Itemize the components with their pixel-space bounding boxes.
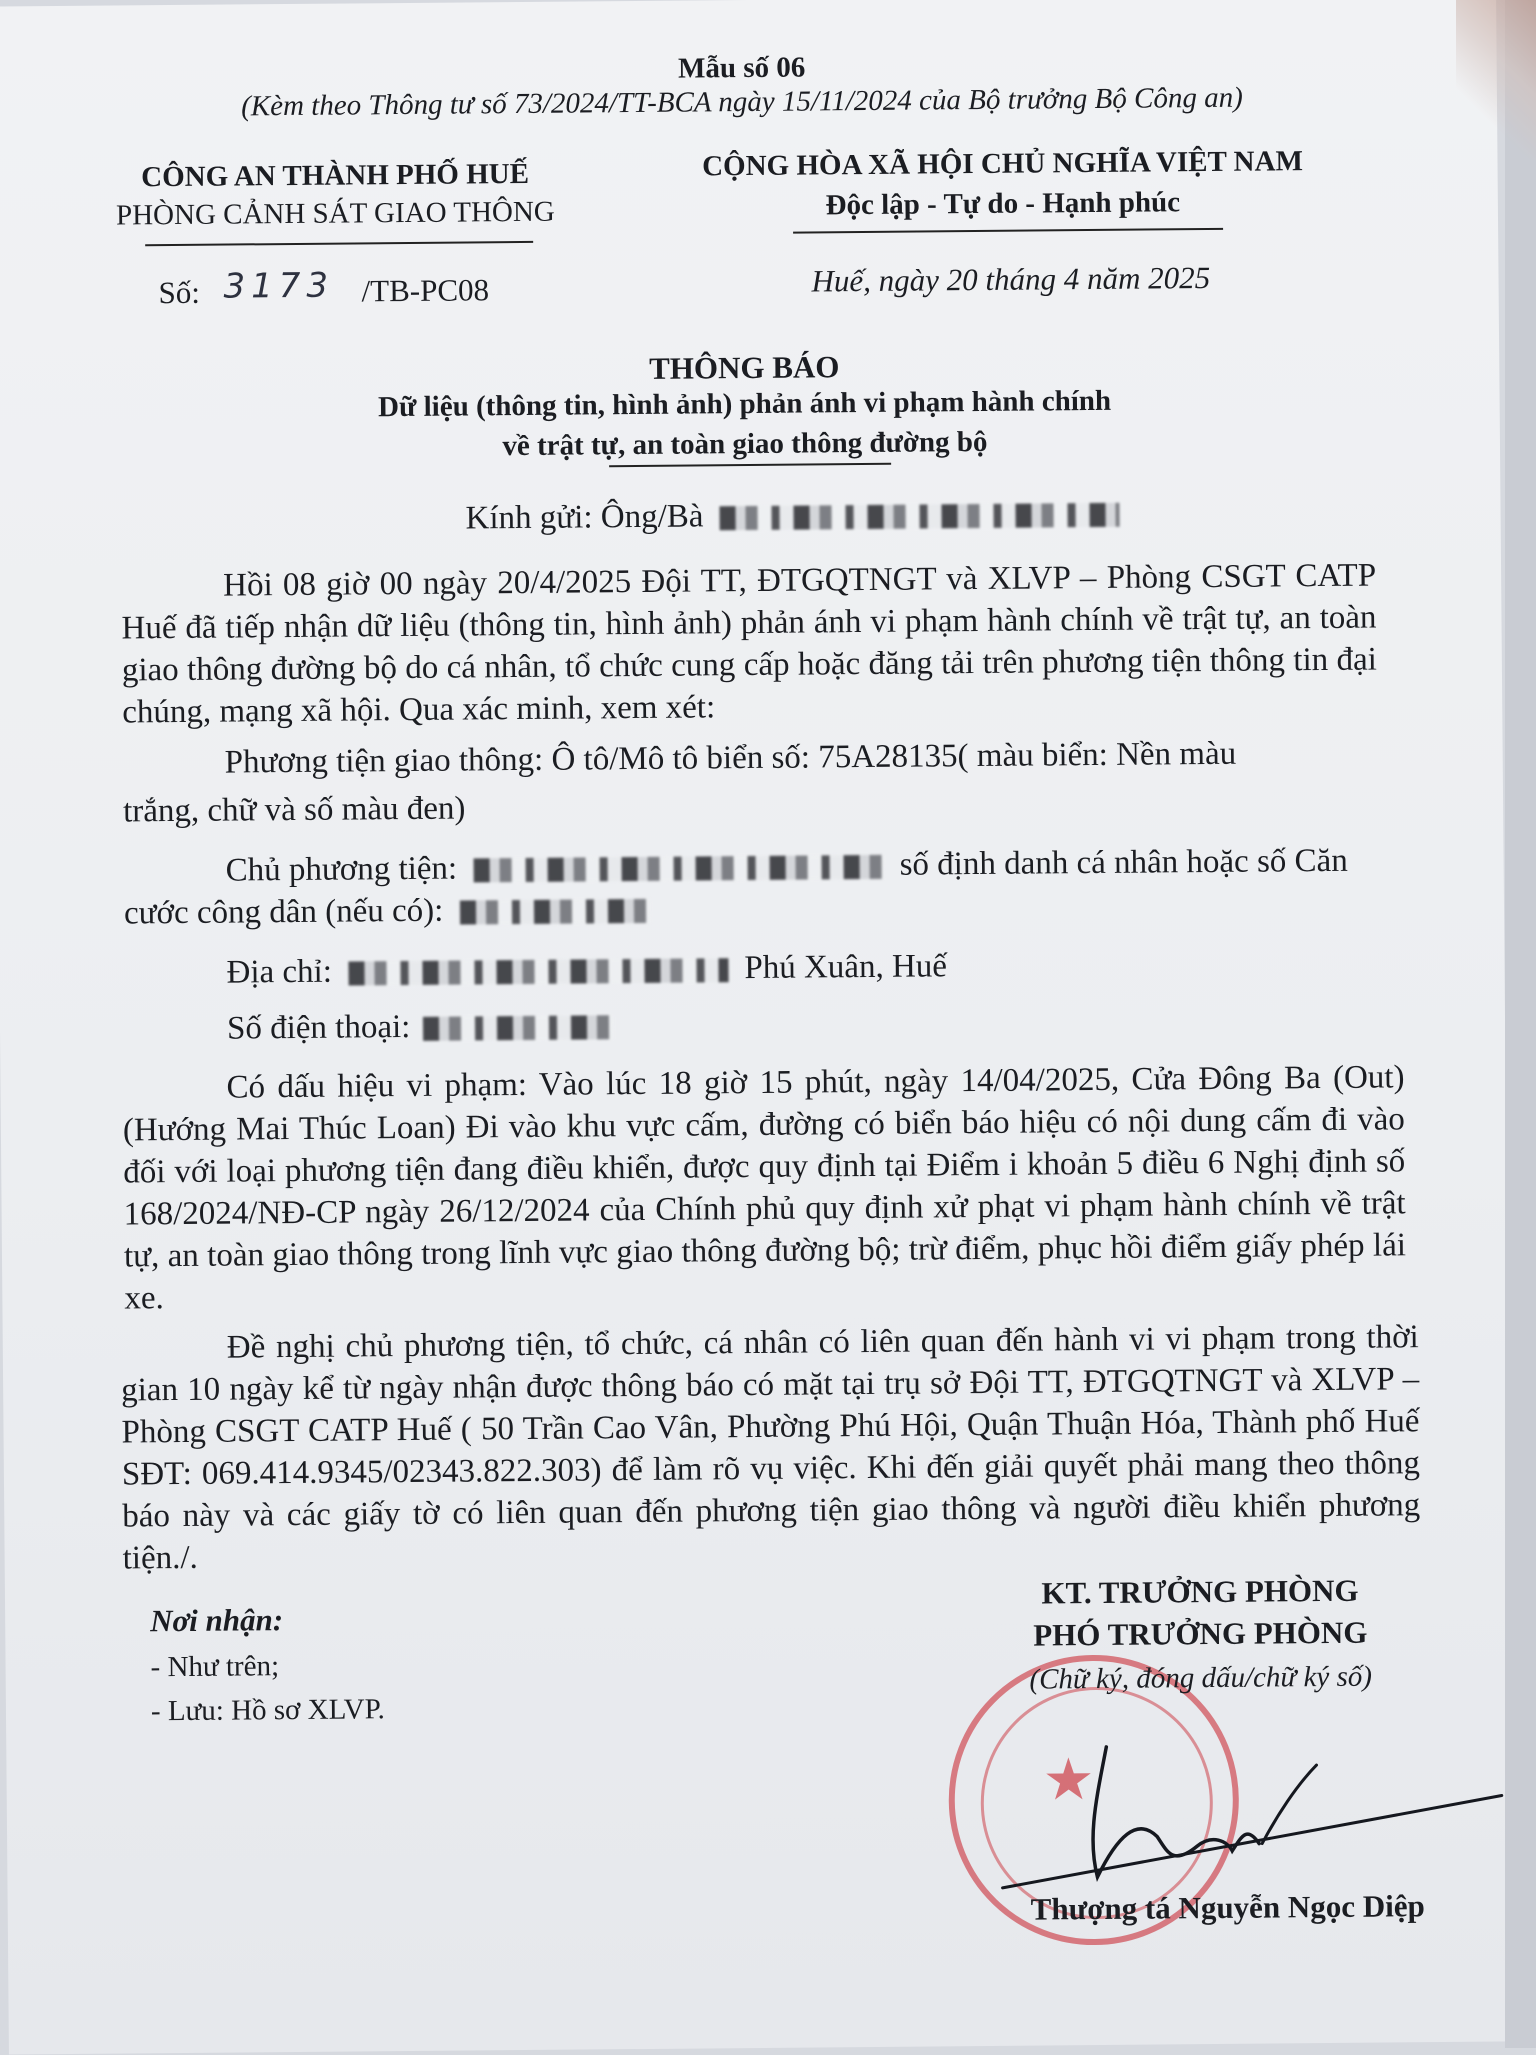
- signer-title-1: KT. TRƯỞNG PHÒNG: [1041, 1572, 1359, 1611]
- id-line: [124, 891, 650, 933]
- vehicle-line-2: trắng, chữ và số màu đen): [122, 790, 466, 830]
- motto-underline: [793, 228, 1223, 234]
- redacted-phone: [423, 1016, 613, 1042]
- address-label: Địa chỉ:: [226, 953, 333, 991]
- form-number: Mẫu số 06: [677, 51, 806, 85]
- recipient-item-1: - Như trên;: [150, 1650, 280, 1684]
- doc-number-label: Số:: [158, 274, 201, 311]
- doc-number-suffix: /TB-PC08: [361, 272, 490, 309]
- nation-motto: Độc lập - Tự do - Hạnh phúc: [825, 186, 1181, 222]
- notice-subtitle-1: Dữ liệu (thông tin, hình ảnh) phản ánh vi phạm hành chính: [377, 384, 1112, 424]
- address-line: [226, 948, 947, 991]
- violation-paragraph: Có dấu hiệu vi phạm: Vào lúc 18 giờ 15 phút, ngày 14/04/2025, Cửa Đông Ba (Out) (Hướng Mai Thúc Loan) Đi vào khu vực cấm, đường có biển báo hiệu có nội dung cấm đi vào đối với loại phương tiện đang điều khiển, được quy định tại Điểm i khoản 5 điều 6 Nghị định số 168/2024/NĐ-CP ngày 26/12/2024 của Chính phủ quy định xử phạt vi phạm hành chính về trật tự, an toàn giao thông trong lĩnh vực giao thông đường bộ; trừ điểm, phục hồi điểm giấy phép lái xe.: [122, 1059, 1407, 1317]
- vehicle-line-1: Phương tiện giao thông: Ô tô/Mô tô biển số: 75A28135( màu biển: Nền màu: [224, 735, 1237, 781]
- agency-name: CÔNG AN THÀNH PHỐ HUẾ: [141, 157, 530, 194]
- recipient-item-2: - Lưu: Hồ sơ XLVP.: [150, 1693, 385, 1728]
- redacted-recipient-name: [720, 503, 1120, 530]
- star-icon: ★: [1042, 1745, 1095, 1814]
- notice-title: THÔNG BÁO: [648, 349, 840, 386]
- attached-note: (Kèm theo Thông tư số 73/2024/TT-BCA ngày 15/11/2024 của Bộ trưởng Bộ Công an): [240, 81, 1243, 123]
- redacted-owner-name: [473, 855, 883, 883]
- address-suffix: Phú Xuân, Huế: [744, 948, 948, 987]
- place-date: Huế, ngày 20 tháng 4 năm 2025: [811, 259, 1211, 299]
- request-paragraph: Đề nghị chủ phương tiện, tổ chức, cá nhân có liên quan đến hành vi vi phạm trong thời gian 10 ngày kể từ ngày nhận được thông báo có mặt tại trụ sở Đội TT, ĐTGQTNGT và XLVP – Phòng CSGT CATP Huế ( 50 Trần Cao Vân, Phường Phú Hội, Quận Thuận Hóa, Thành phố Huế SĐT: 069.414.9345/02343.822.303) để làm rõ vụ việc. Khi đến giải quyết phải mang theo thông báo này và các giấy tờ có liên quan đến phương tiện giao thông và người điều khiển phương tiện./.: [121, 1319, 1421, 1577]
- owner-label: Chủ phương tiện:: [225, 850, 458, 889]
- notice-subtitle-2: về trật tự, an toàn giao thông đường bộ: [502, 425, 988, 463]
- nation-name: CỘNG HÒA XÃ HỘI CHỦ NGHĨA VIỆT NAM: [701, 145, 1304, 183]
- phone-line: [227, 1007, 613, 1047]
- agency-underline: [145, 241, 533, 246]
- recipients-heading: Nơi nhận:: [150, 1602, 284, 1639]
- signer-note: (Chữ ký, đóng dấu/chữ ký số): [1029, 1660, 1373, 1696]
- doc-number-handwritten: 3173: [223, 265, 335, 307]
- signer-title-2: PHÓ TRƯỞNG PHÒNG: [1033, 1614, 1368, 1653]
- signer-name: Thượng tá Nguyễn Ngọc Diệp: [1030, 1888, 1425, 1927]
- redacted-address: [348, 959, 728, 986]
- intro-paragraph: Hồi 08 giờ 00 ngày 20/4/2025 Đội TT, ĐTGQTNGT và XLVP – Phòng CSGT CATP Huế đã tiếp nhận dữ liệu (thông tin, hình ảnh) phản ánh vi phạm hành chính về trật tự, an toàn giao thông đường bộ do cá nhân, tổ chức cung cấp hoặc đăng tải trên phương tiện thông tin đại chúng, mạng xã hội. Qua xác minh, xem xét:: [121, 557, 1378, 731]
- desk-edge: [1505, 0, 1536, 2048]
- phone-label: Số điện thoại:: [226, 1008, 411, 1047]
- handwritten-signature: [996, 1723, 1518, 1908]
- recipient-line: [465, 495, 1119, 538]
- owner-suffix: số định danh cá nhân hoặc số Căn: [899, 842, 1348, 883]
- title-underline: [609, 463, 891, 467]
- redacted-id-number: [460, 899, 650, 925]
- agency-department: PHÒNG CẢNH SÁT GIAO THÔNG: [115, 195, 555, 232]
- owner-line: [225, 843, 1347, 890]
- id-label: cước công dân (nếu có):: [123, 892, 444, 932]
- page-corner-shadow: [1456, 0, 1536, 160]
- recipient-label: Kính gửi: Ông/Bà: [465, 498, 704, 537]
